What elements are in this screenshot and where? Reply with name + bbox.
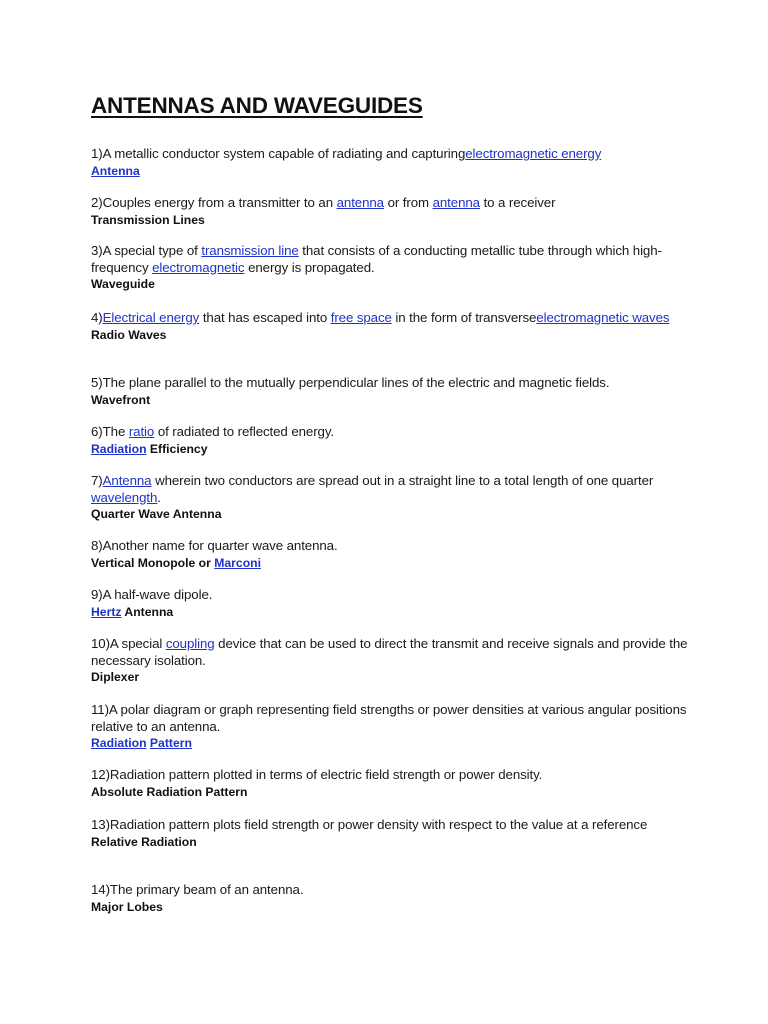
question-7 — [91, 473, 691, 506]
question-text: 6)The — [91, 424, 129, 439]
link-electromagnetic-waves[interactable]: electromagnetic waves — [536, 310, 670, 325]
question-text: 2)Couples energy from a transmitter to an — [91, 195, 337, 210]
qa-item-1 — [91, 146, 691, 179]
answer-text: Antenna — [121, 604, 174, 619]
question-text: wherein two conductors are spread out in a straight line to a total length of one quarter — [151, 473, 654, 488]
page-title: ANTENNAS AND WAVEGUIDES — [91, 93, 423, 118]
question-13: 13)Radiation pattern plots field strength or power density with respect to the value at a reference — [91, 817, 648, 832]
question-text: device that can be used to direct the transmit and receive signals and provide the necessary isolation. — [91, 636, 688, 668]
answer-10: Diplexer — [91, 670, 140, 684]
link-marconi[interactable]: Marconi — [214, 555, 261, 570]
question-9: 9)A half-wave dipole. — [91, 587, 213, 602]
answer-13: Relative Radiation — [91, 834, 197, 849]
answer-5: Wavefront — [91, 392, 151, 407]
question-text: or from — [383, 195, 433, 210]
question-5: 5)The plane parallel to the mutually perpendicular lines of the electric and magnetic fields. — [91, 375, 610, 390]
question-text: that has escaped into — [199, 310, 331, 325]
answer-11 — [91, 735, 691, 751]
qa-item-2 — [91, 195, 691, 228]
question-12: 12)Radiation pattern plotted in terms of electric field strength or power density. — [91, 767, 543, 782]
qa-item-14 — [91, 882, 691, 915]
qa-item-13 — [91, 817, 691, 850]
question-text: to a receiver — [479, 195, 556, 210]
question-3 — [91, 243, 691, 276]
question-text: 4) — [91, 310, 103, 325]
question-4 — [91, 310, 691, 327]
question-14: 14)The primary beam of an antenna. — [91, 882, 304, 897]
question-11: 11)A polar diagram or graph representing field strengths or power densities at various angular positions relative to an antenna. — [91, 702, 687, 734]
question-1 — [91, 146, 691, 163]
link-coupling[interactable]: coupling — [165, 636, 215, 651]
question-2 — [91, 195, 691, 212]
link-ratio[interactable]: ratio — [128, 424, 155, 439]
answer-2: Transmission Lines — [91, 212, 205, 227]
qa-item-11 — [91, 702, 691, 751]
link-pattern[interactable]: Pattern — [149, 736, 192, 750]
question-text: of radiated to reflected energy. — [154, 424, 334, 439]
link-antenna-answer[interactable]: Antenna — [91, 163, 140, 178]
question-text: in the form of transverse — [391, 310, 537, 325]
question-text: energy is propagated. — [244, 259, 375, 275]
answer-text: Vertical Monopole or — [91, 555, 215, 570]
answer-1 — [91, 163, 691, 179]
qa-item-5 — [91, 375, 691, 408]
question-8: 8)Another name for quarter wave antenna. — [91, 538, 338, 553]
qa-item-8 — [91, 538, 691, 571]
qa-item-10 — [91, 636, 691, 685]
answer-text: Efficiency — [146, 441, 208, 456]
link-free-space[interactable]: free space — [330, 310, 392, 325]
answer-14: Major Lobes — [91, 899, 163, 914]
question-text: 3)A special type of — [91, 243, 202, 258]
question-text: that consists of a conducting metallic tube through which high-frequency — [91, 243, 662, 275]
answer-9 — [91, 604, 691, 620]
qa-item-12 — [91, 767, 691, 800]
qa-item-6 — [91, 424, 691, 457]
link-electrical-energy[interactable]: Electrical energy — [102, 310, 200, 325]
answer-4: Radio Waves — [91, 327, 167, 342]
question-10 — [91, 636, 691, 669]
answer-12: Absolute Radiation Pattern — [91, 784, 248, 799]
question-text: 10)A special — [91, 636, 166, 651]
question-text: 1)A metallic conductor system capable of radiating and capturing — [91, 146, 466, 161]
link-radiation[interactable]: Radiation — [91, 736, 147, 750]
qa-item-7 — [91, 473, 691, 522]
qa-item-4 — [91, 310, 691, 343]
qa-item-3 — [91, 243, 691, 292]
question-6 — [91, 424, 691, 441]
link-wavelength[interactable]: wavelength — [91, 489, 158, 505]
question-text: 7) — [91, 473, 103, 488]
question-text: . — [157, 489, 161, 505]
answer-6 — [91, 441, 691, 457]
link-antenna[interactable]: Antenna — [102, 473, 152, 488]
link-antenna[interactable]: antenna — [336, 195, 384, 210]
answer-8 — [91, 555, 691, 571]
link-electromagnetic[interactable]: electromagnetic — [152, 259, 245, 275]
link-electromagnetic-energy[interactable]: electromagnetic energy — [465, 146, 602, 161]
answer-3: Waveguide — [91, 277, 155, 291]
link-antenna[interactable]: antenna — [432, 195, 480, 210]
qa-item-9 — [91, 587, 691, 620]
link-transmission-line[interactable]: transmission line — [201, 243, 299, 258]
link-hertz[interactable]: Hertz — [91, 604, 122, 619]
answer-7: Quarter Wave Antenna — [91, 507, 222, 521]
link-radiation[interactable]: Radiation — [91, 441, 147, 456]
